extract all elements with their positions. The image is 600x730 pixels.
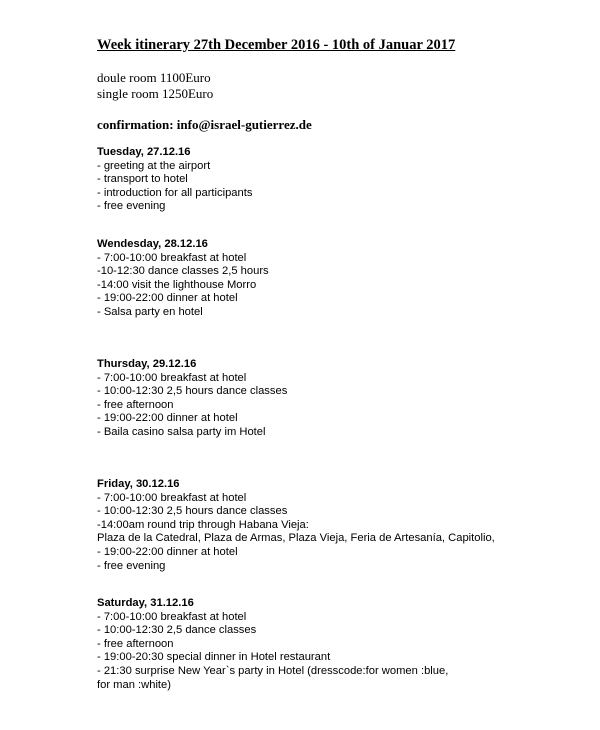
- day-item: -10-12:30 dance classes 2,5 hours: [97, 265, 269, 278]
- day-section-friday: [97, 478, 495, 573]
- day-title: Saturday, 31.12.16: [97, 597, 194, 609]
- day-item: - 19:00-20:30 special dinner in Hotel restaurant: [97, 651, 331, 664]
- day-item: - 7:00-10:00 breakfast at hotel: [97, 371, 247, 384]
- day-section-wednesday: [97, 238, 269, 320]
- day-title: Thursday, 29.12.16: [97, 358, 197, 370]
- day-item: - 7:00-10:00 breakfast at hotel: [97, 610, 247, 623]
- price-single-room: single room 1250Euro: [97, 86, 214, 101]
- price-double-room: doule room 1100Euro: [97, 70, 211, 85]
- day-item: - 19:00-22:00 dinner at hotel: [97, 412, 238, 425]
- day-item: Plaza de la Catedral, Plaza de Armas, Plaza Vieja, Feria de Artesanía, Capitolio,: [97, 532, 495, 545]
- day-item: - 19:00-22:00 dinner at hotel: [97, 292, 238, 305]
- confirmation-email: confirmation: info@israel-gutierrez.de: [97, 117, 312, 132]
- day-item: -14:00 visit the lighthouse Morro: [97, 278, 257, 291]
- day-section-thursday: [97, 358, 287, 440]
- price-list: [97, 70, 213, 102]
- day-item: -14:00am round trip through Habana Vieja:: [97, 518, 309, 531]
- day-item: for man :white): [97, 678, 171, 691]
- day-item: - 10:00-12:30 2,5 dance classes: [97, 624, 257, 637]
- day-item: - greeting at the airport: [97, 159, 211, 172]
- day-item: - 19:00-22:00 dinner at hotel: [97, 545, 238, 558]
- day-title: Tuesday, 27.12.16: [97, 146, 191, 158]
- day-item: - 10:00-12:30 2,5 hours dance classes: [97, 385, 288, 398]
- day-item: - Baila casino salsa party im Hotel: [97, 425, 266, 438]
- day-item: - 7:00-10:00 breakfast at hotel: [97, 491, 247, 504]
- day-section-saturday: [97, 597, 448, 692]
- day-item: - 21:30 surprise New Year`s party in Hotel (dresscode:for women :blue,: [97, 664, 449, 677]
- day-item: - free evening: [97, 559, 166, 572]
- day-item: - free evening: [97, 200, 166, 213]
- day-item: - free afternoon: [97, 637, 174, 650]
- day-item: - 10:00-12:30 2,5 hours dance classes: [97, 505, 288, 518]
- day-section-tuesday: [97, 146, 252, 214]
- day-title: Wendesday, 28.12.16: [97, 238, 208, 250]
- day-item: - transport to hotel: [97, 173, 188, 186]
- page-title: Week itinerary 27th December 2016 - 10th of Januar 2017: [97, 37, 456, 53]
- day-title: Friday, 30.12.16: [97, 478, 180, 490]
- day-item: - Salsa party en hotel: [97, 305, 203, 318]
- day-item: - introduction for all participants: [97, 186, 253, 199]
- day-item: - free afternoon: [97, 398, 174, 411]
- day-item: - 7:00-10:00 breakfast at hotel: [97, 251, 247, 264]
